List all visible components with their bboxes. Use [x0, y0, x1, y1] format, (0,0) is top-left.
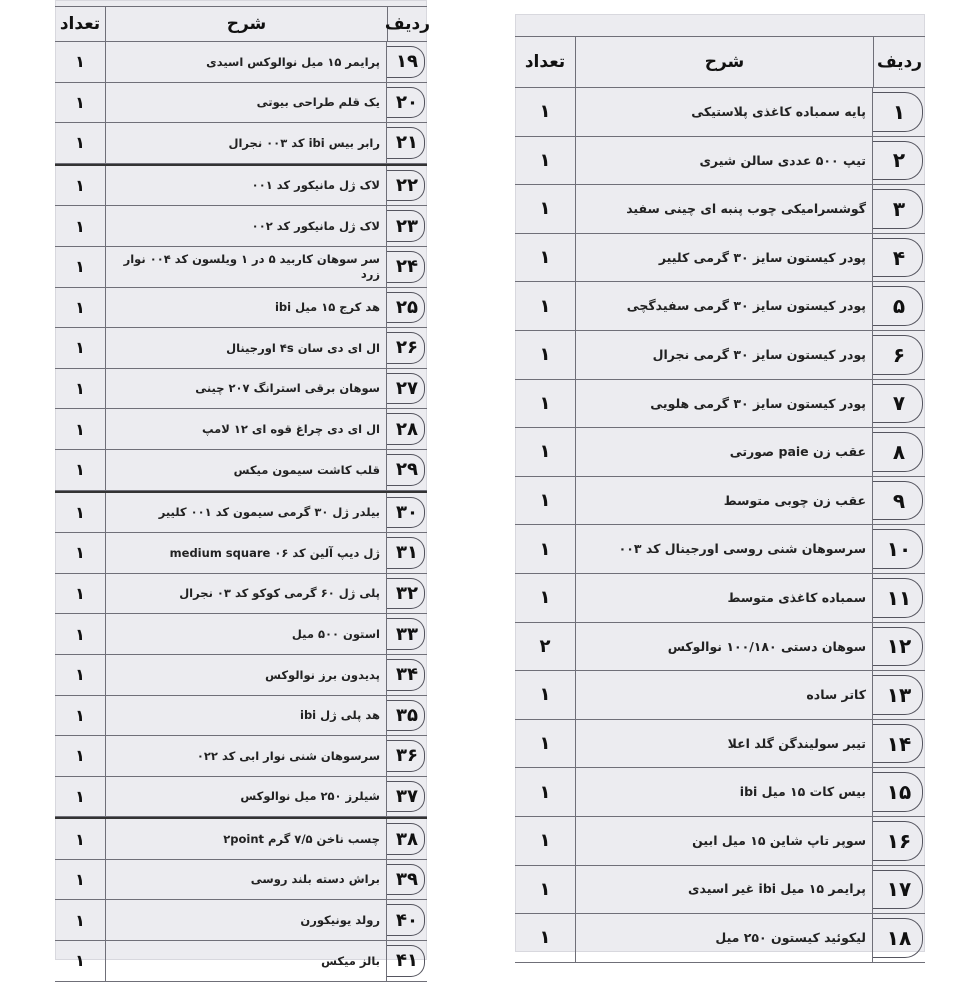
- row-description: بیلدر ژل ۳۰ گرمی سیمون کد ۰۰۱ کلییر: [105, 493, 387, 533]
- row-quantity: ۱: [75, 460, 85, 480]
- row-description: تیپ ۵۰۰ عددی سالن شیری: [575, 137, 873, 185]
- row-description: براش دسته بلند روسی: [105, 860, 387, 900]
- row-quantity: ۱: [75, 379, 85, 399]
- row-index: ۳۸: [396, 828, 418, 850]
- row-index: ۲۵: [396, 296, 418, 318]
- row-quantity: ۱: [539, 684, 551, 706]
- row-index: ۲۳: [396, 215, 418, 237]
- row-index-cell: [873, 234, 925, 282]
- row-index: ۴: [892, 245, 906, 270]
- row-quantity: ۱: [539, 781, 551, 803]
- row-quantity: ۱: [539, 733, 551, 755]
- row-quantity: ۲: [539, 635, 551, 657]
- row-index: ۱۹: [396, 51, 418, 73]
- table-header: [515, 36, 925, 88]
- table-row: [55, 777, 427, 818]
- row-index-cell: [873, 671, 925, 719]
- table-row: [515, 137, 925, 186]
- row-index-cell: [387, 493, 427, 533]
- row-index: ۳۴: [396, 664, 418, 686]
- header-description: شرح: [575, 37, 873, 87]
- row-description: عقب زن paie صورتی: [575, 428, 873, 476]
- row-index-cell: [387, 860, 427, 900]
- row-index-cell: [873, 88, 925, 136]
- row-index-cell: [387, 206, 427, 246]
- row-description: تیبر سولیندگن گلد اعلا: [575, 720, 873, 768]
- row-index-cell: [387, 941, 427, 981]
- table-row: [515, 866, 925, 915]
- row-index: ۱۷: [886, 877, 912, 902]
- row-description: بیس کات ۱۵ میل ibi: [575, 768, 873, 816]
- row-description: ال ای دی چراغ قوه ای ۱۲ لامپ: [105, 409, 387, 449]
- table-row: [55, 941, 427, 982]
- row-quantity: ۱: [539, 149, 551, 171]
- row-description: هد پلی ژل ibi: [105, 696, 387, 736]
- row-quantity: ۱: [75, 705, 85, 725]
- row-quantity: ۱: [75, 92, 85, 112]
- row-index: ۱۶: [886, 828, 912, 853]
- table-row: [55, 817, 427, 860]
- row-index-cell: [873, 574, 925, 622]
- row-description: لاک ژل مانیکور کد ۰۰۱: [105, 166, 387, 206]
- row-index-cell: [387, 819, 427, 859]
- table-row: [55, 247, 427, 288]
- row-index-cell: [387, 166, 427, 206]
- row-quantity: ۱: [539, 441, 551, 463]
- row-index: ۳: [892, 196, 906, 221]
- row-index: ۱۰: [886, 537, 912, 562]
- row-quantity: ۱: [75, 257, 85, 277]
- row-index-cell: [873, 720, 925, 768]
- row-quantity: ۱: [75, 419, 85, 439]
- table-row: [515, 817, 925, 866]
- row-quantity: ۱: [539, 587, 551, 609]
- table-row: [515, 768, 925, 817]
- row-description: پرایمر ۱۵ میل ibi غیر اسیدی: [575, 866, 873, 914]
- row-description: استون ۵۰۰ میل: [105, 614, 387, 654]
- header-quantity: تعداد: [524, 52, 566, 72]
- row-index: ۶: [892, 342, 906, 367]
- table-row: [55, 533, 427, 574]
- row-index-cell: [387, 369, 427, 409]
- row-index-cell: [873, 866, 925, 914]
- row-index: ۲: [892, 148, 906, 173]
- row-quantity: ۱: [75, 665, 85, 685]
- row-description: سمباده کاغذی متوسط: [575, 574, 873, 622]
- table-row: [55, 369, 427, 410]
- row-index: ۳۶: [396, 745, 418, 767]
- row-quantity: ۱: [539, 490, 551, 512]
- row-index-cell: [873, 282, 925, 330]
- row-index-cell: [387, 42, 427, 82]
- row-index: ۲۹: [396, 459, 418, 481]
- row-quantity: ۱: [539, 295, 551, 317]
- table-row: [515, 88, 925, 137]
- table-row: [515, 914, 925, 963]
- table-row: [515, 428, 925, 477]
- row-index: ۷: [892, 391, 906, 416]
- row-quantity: ۱: [75, 133, 85, 153]
- row-description: چسب ناخن ۷/۵ گرم ۲point: [105, 819, 387, 859]
- items-table-left: [55, 6, 431, 982]
- row-index: ۱۴: [886, 731, 912, 756]
- row-index: ۱۲: [886, 634, 912, 659]
- row-index: ۳۳: [396, 623, 418, 645]
- row-index: ۹: [892, 488, 906, 513]
- row-description: پودر کیستون سایز ۳۰ گرمی نجرال: [575, 331, 873, 379]
- table-row: [515, 282, 925, 331]
- row-index: ۱۸: [886, 925, 912, 950]
- table-row: [515, 234, 925, 283]
- row-quantity: ۱: [75, 216, 85, 236]
- row-description: شیلرز ۲۵۰ میل نوالوکس: [105, 777, 387, 817]
- table-row: [515, 574, 925, 623]
- row-index-cell: [387, 450, 427, 490]
- row-description: کاتر ساده: [575, 671, 873, 719]
- row-index-cell: [873, 768, 925, 816]
- row-description: هد کرج ۱۵ میل ibi: [105, 288, 387, 328]
- row-index: ۸: [892, 439, 906, 464]
- row-quantity: ۱: [75, 338, 85, 358]
- table-row: [515, 525, 925, 574]
- row-quantity: ۱: [539, 247, 551, 269]
- table-row: [55, 450, 427, 491]
- row-quantity: ۱: [539, 392, 551, 414]
- row-index: ۲۱: [396, 132, 418, 154]
- row-quantity: ۱: [75, 502, 85, 522]
- row-index: ۳۱: [396, 542, 418, 564]
- row-index-cell: [387, 533, 427, 573]
- header-quantity: تعداد: [59, 14, 101, 34]
- row-description: عقب زن چوبی متوسط: [575, 477, 873, 525]
- table-row: [515, 623, 925, 672]
- row-quantity: ۱: [539, 830, 551, 852]
- row-description: سوهان دستی ۱۰۰/۱۸۰ نوالوکس: [575, 623, 873, 671]
- row-description: ژل دیپ آلین کد ۰۶ medium square: [105, 533, 387, 573]
- row-index-cell: [873, 331, 925, 379]
- invoice-sheet-left: [55, 0, 431, 972]
- row-index-cell: [387, 900, 427, 940]
- row-index-cell: [873, 137, 925, 185]
- table-row: [55, 574, 427, 615]
- row-quantity: ۱: [539, 878, 551, 900]
- row-quantity: ۱: [75, 746, 85, 766]
- row-index: ۱۵: [886, 780, 912, 805]
- row-index: ۳۷: [396, 785, 418, 807]
- row-index: ۳۹: [396, 869, 418, 891]
- row-quantity: ۱: [75, 176, 85, 196]
- row-description: سرسوهان شنی روسی اورجینال کد ۰۰۳: [575, 525, 873, 573]
- row-index: ۲۶: [396, 337, 418, 359]
- row-index-cell: [387, 247, 427, 287]
- row-index: ۱: [892, 99, 906, 124]
- row-index: ۱۳: [886, 682, 912, 707]
- row-quantity: ۱: [539, 927, 551, 949]
- row-index: ۲۴: [396, 256, 418, 278]
- row-description: پودر کیستون سایز ۳۰ گرمی هلویی: [575, 380, 873, 428]
- row-quantity: ۱: [75, 624, 85, 644]
- row-quantity: ۱: [75, 543, 85, 563]
- row-index-cell: [873, 477, 925, 525]
- invoice-sheet-right: [515, 14, 925, 952]
- row-description: گوشسرامیکی چوب پنبه ای چینی سفید: [575, 185, 873, 233]
- table-row: [55, 328, 427, 369]
- row-description: بالز میکس: [105, 941, 387, 981]
- row-quantity: ۱: [539, 344, 551, 366]
- table-row: [515, 477, 925, 526]
- table-row: [515, 380, 925, 429]
- row-quantity: ۱: [539, 101, 551, 123]
- row-index: ۴۰: [396, 909, 418, 931]
- row-quantity: ۱: [75, 786, 85, 806]
- row-quantity: ۱: [75, 52, 85, 72]
- table-row: [55, 83, 427, 124]
- row-index-cell: [387, 655, 427, 695]
- row-description: قلب کاشت سیمون میکس: [105, 450, 387, 490]
- row-index-cell: [387, 409, 427, 449]
- table-row: [55, 491, 427, 534]
- table-row: [55, 696, 427, 737]
- row-description: رولد یونیکورن: [105, 900, 387, 940]
- row-index: ۲۲: [396, 175, 418, 197]
- row-description: سرسوهان شنی نوار ابی کد ۰۲۲: [105, 736, 387, 776]
- table-row: [515, 720, 925, 769]
- table-row: [55, 206, 427, 247]
- row-index-cell: [387, 736, 427, 776]
- row-index-cell: [387, 288, 427, 328]
- header-description: شرح: [105, 7, 387, 41]
- row-index-cell: [873, 914, 925, 962]
- row-index-cell: [873, 817, 925, 865]
- table-row: [55, 164, 427, 207]
- row-index: ۳۰: [396, 501, 418, 523]
- row-quantity: ۱: [539, 538, 551, 560]
- row-description: یک قلم طراحی بیوتی: [105, 83, 387, 123]
- row-index: ۲۸: [396, 418, 418, 440]
- row-index-cell: [873, 623, 925, 671]
- row-index-cell: [387, 614, 427, 654]
- row-index-cell: [873, 185, 925, 233]
- header-index: ردیف: [873, 37, 925, 87]
- row-index-cell: [387, 123, 427, 163]
- row-index: ۵: [892, 294, 906, 319]
- row-quantity: ۱: [75, 910, 85, 930]
- row-quantity: ۱: [539, 198, 551, 220]
- row-index: ۲۷: [396, 378, 418, 400]
- items-table-right: [515, 36, 925, 963]
- row-index-cell: [387, 696, 427, 736]
- row-description: پرایمر ۱۵ میل نوالوکس اسیدی: [105, 42, 387, 82]
- row-quantity: ۱: [75, 829, 85, 849]
- table-row: [515, 671, 925, 720]
- table-row: [55, 123, 427, 164]
- row-index: ۲۰: [396, 91, 418, 113]
- table-row: [55, 614, 427, 655]
- row-quantity: ۱: [75, 584, 85, 604]
- row-index-cell: [387, 777, 427, 817]
- header-index: ردیف: [387, 7, 427, 41]
- table-row: [55, 288, 427, 329]
- table-row: [55, 42, 427, 83]
- table-row: [55, 900, 427, 941]
- row-description: پلی ژل ۶۰ گرمی کوکو کد ۰۳ نجرال: [105, 574, 387, 614]
- table-row: [55, 860, 427, 901]
- table-row: [515, 185, 925, 234]
- row-description: ال ای دی سان ۴s اورجینال: [105, 328, 387, 368]
- row-description: پایه سمباده کاغذی پلاستیکی: [575, 88, 873, 136]
- row-index-cell: [387, 83, 427, 123]
- row-description: رابر بیس ibi کد ۰۰۳ نجرال: [105, 123, 387, 163]
- row-quantity: ۱: [75, 297, 85, 317]
- row-index-cell: [873, 380, 925, 428]
- row-index: ۴۱: [396, 950, 418, 972]
- row-description: لیکوئید کیستون ۲۵۰ میل: [575, 914, 873, 962]
- row-index: ۱۱: [886, 585, 912, 610]
- row-description: سوهان برقی استرانگ ۲۰۷ چینی: [105, 369, 387, 409]
- table-row: [515, 331, 925, 380]
- row-index-cell: [873, 428, 925, 476]
- row-description: سوپر تاپ شاین ۱۵ میل ابین: [575, 817, 873, 865]
- row-description: لاک ژل مانیکور کد ۰۰۲: [105, 206, 387, 246]
- row-description: پودر کیستون سایز ۳۰ گرمی کلییر: [575, 234, 873, 282]
- row-index-cell: [873, 525, 925, 573]
- row-index: ۳۵: [396, 704, 418, 726]
- table-row: [55, 655, 427, 696]
- table-row: [55, 736, 427, 777]
- row-description: پدیدون برز نوالوکس: [105, 655, 387, 695]
- table-row: [55, 409, 427, 450]
- row-quantity: ۱: [75, 870, 85, 890]
- row-quantity: ۱: [75, 951, 85, 971]
- row-description: سر سوهان کاربید ۵ در ۱ ویلسون کد ۰۰۴ نوار زرد: [105, 247, 387, 287]
- row-description: پودر کیستون سایز ۳۰ گرمی سفیدگچی: [575, 282, 873, 330]
- row-index: ۳۲: [396, 583, 418, 605]
- row-index-cell: [387, 574, 427, 614]
- row-index-cell: [387, 328, 427, 368]
- table-header: [55, 6, 431, 42]
